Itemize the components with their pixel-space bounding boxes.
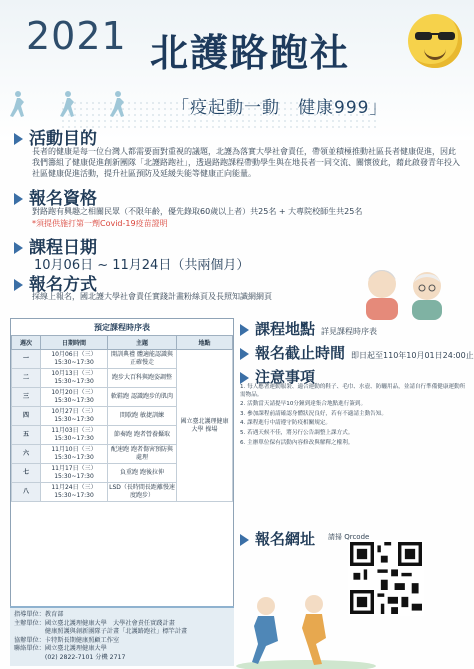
eligibility-heading: 報名資格 [14, 184, 97, 209]
table-row: 八 11月24日（三）15:30~17:30 LSD（長時間長距離慢速度跑步） [12, 483, 233, 502]
table-row: 六 11月10日（三）15:30~17:30 配速跑 跑者傷害預防與處理 [12, 445, 233, 464]
table-row: 一 10月06日（三）15:30~17:30 開訓典禮 體適能認識與正確慢走 國立臺北護理健康大學 操場 [12, 350, 233, 369]
table-row: 五 11月03日（三）15:30~17:30 節奏跑 跑者營養攝取 [12, 426, 233, 445]
section-arrow-icon [240, 348, 249, 360]
sun-sunglasses-icon [408, 14, 462, 68]
table-row: 七 11月17日（三）15:30~17:30 負重跑 跑後拉伸 [12, 464, 233, 483]
column-header: 地點 [177, 336, 233, 350]
schedule-grid [11, 335, 233, 502]
note-item: 3. 參加課程前請確認身體狀況良好，若有不適請主動告知。 [240, 410, 387, 417]
table-row: 二 10月13日（三）15:30~17:30 跑步大百科與跑姿調整 [12, 369, 233, 388]
dates-heading: 課程日期 [14, 233, 97, 258]
note-item: 4. 課程進行中請遵守防疫相關規定。 [240, 420, 332, 427]
deadline-value: 即日起至110年10月01日24:00止 [351, 351, 474, 360]
notes-heading: 注意事項 [240, 366, 315, 387]
table-row: 三 10月20日（三）15:30~17:30 軟鞋跑 認識跑步的肌肉 [12, 388, 233, 407]
organizer-line: 健康照護與創新團隊子計畫「北護路跑社」標竿計畫 [14, 628, 188, 636]
section-arrow-icon [240, 372, 249, 384]
organizer-line: (02) 2822-7101 分機 2717 [14, 653, 126, 661]
section-arrow-icon [14, 242, 23, 254]
date-range: 10月06日 ~ 11月24日（共兩個月） [34, 258, 250, 273]
venue-heading: 課程地點 詳見課程時序表 [240, 318, 377, 339]
organizer-line: 聯絡單位：國立臺北護理健康大學 [14, 645, 107, 653]
qr-hint: 請掃 Qrcode [328, 533, 370, 541]
organizer-line: 指導單位：教育部 [14, 611, 64, 618]
organizer-line: 主辦單位：國立臺北護理健康大學 大學社會責任實踐計畫 [14, 619, 175, 627]
poster-title: 北護路跑社 [150, 31, 351, 75]
section-arrow-icon [240, 534, 249, 546]
elderly-couple-illustration [342, 262, 462, 320]
column-header: 主題 [108, 336, 177, 350]
eligibility-body: 對路跑有興趣之相關民眾（不限年齡，優先錄取60歲以上者）共25名 + 大專院校師生共25名 [32, 207, 363, 216]
signup-body: 採線上報名，國北護大學社會責任實踐計畫粉絲頁及長照知識網網頁 [32, 292, 272, 301]
deadline-heading: 報名截止時間 即日起至110年10月01日24:00止 [240, 342, 474, 363]
purpose-heading: 活動目的 [14, 124, 97, 149]
table-row: 四 10月27日（三）15:30~17:30 間歇跑 敏捷訓練 [12, 407, 233, 426]
web-heading: 報名網址 [240, 528, 315, 549]
year-label: 2021 [26, 14, 127, 58]
section-arrow-icon [14, 279, 23, 291]
purpose-body: 長者的健康是每一位台灣人都需要面對重視的議題，北護為落實大學社會責任，帶領並積極推動社區長者健康促進，因此我們籌組了健康促進創新團隊「北護路跑社」，透過路跑課程帶動學生與在地長者一同交流、關懷彼此，藉此啟發青年投入社區健康促進活動，提升社區預防及延緩失能等健康正向能量。 [32, 147, 460, 178]
column-header: 週次 [12, 336, 41, 350]
section-arrow-icon [14, 133, 23, 145]
notes-list [240, 384, 468, 449]
section-arrow-icon [14, 193, 23, 205]
signup-heading: 報名方式 [14, 270, 97, 295]
note-item: 1. 每人應著運動服裝、適合運動的鞋子、毛巾、水壺、防曬用品，並請自行準備健康運動所需物品。 [240, 384, 466, 398]
note-item: 5. 若遇天候不佳，將另行公告調整上課方式。 [240, 429, 354, 436]
column-header: 日期時間 [41, 336, 108, 350]
runner-silhouettes-icon [8, 90, 168, 120]
slogan: 「疫起動一動 健康999」 [172, 98, 388, 118]
section-arrow-icon [240, 324, 249, 336]
location-cell: 國立臺北護理健康大學 操場 [177, 350, 233, 502]
note-item: 2. 活動當天請提早10分鐘到達集合地點進行簽到。 [240, 401, 367, 408]
schedule-table [10, 318, 234, 608]
venue-hint: 詳見課程時序表 [321, 327, 378, 336]
qrcode-icon[interactable] [348, 540, 424, 616]
schedule-title: 預定課程時序表 [94, 323, 150, 332]
eligibility-note: *須提供施打第一劑Covid-19疫苗證明 [32, 219, 168, 228]
note-item: 6. 主辦單位保有活動內容修改與解釋之權利。 [240, 439, 354, 446]
organizer-line: 協辦單位：卡特斯長期健康照顧工作室 [14, 636, 120, 644]
organizer-info [10, 606, 234, 666]
